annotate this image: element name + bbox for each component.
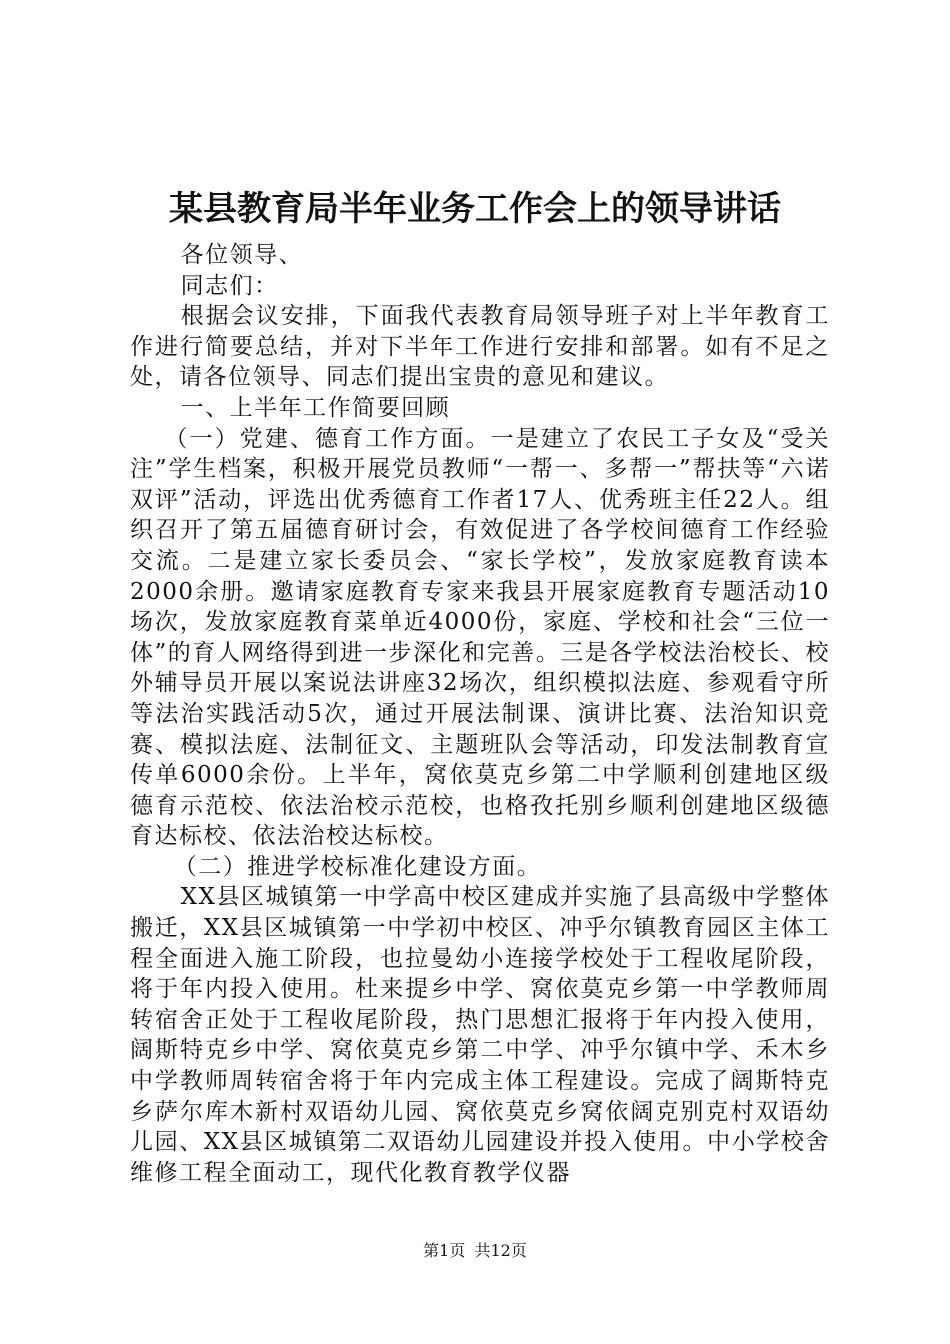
page-total: 共12页 (474, 1241, 527, 1260)
salutation-line-1: 各位领导、 (180, 242, 304, 268)
page-number: 第1页 (423, 1241, 466, 1260)
document-body (130, 240, 830, 1188)
page-footer (0, 1241, 950, 1261)
subsection-paragraph-1: （一）党建、德育工作方面。一是建立了农民工子女及“受关注”学生档案，积极开展党员教师“一帮一、多帮一”帮扶等“六诺双评”活动，评选出优秀德育工作者17人、优秀班主任22人。组织召开了第五届德育研讨会，有效促进了各学校间德育工作经验交流。二是建立家长委员会、“家长学校”，发放家庭教育读本2000余册。邀请家庭教育专家来我县开展家庭教育专题活动10场次，发放家庭教育菜单近4000份，家庭、学校和社会“三位一体”的育人网络得到进一步深化和完善。三是各学校法治校长、校外辅导员开展以案说法讲座32场次，组织模拟法庭、参观看守所等法治实践活动5次，通过开展法制课、演讲比赛、法治知识竞赛、模拟法庭、法制征文、主题班队会等活动，印发法制教育宣传单6000余份。上半年，窝依莫克乡第二中学顺利创建地区级德育示范校、依法治校示范校，也格孜托别乡顺利创建地区级德育达标校、依法治校达标校。 (130, 425, 830, 850)
section-heading-1: 一、上半年工作简要回顾 (180, 394, 451, 421)
subsection-heading-2: （二）推进学校标准化建设方面。 (173, 853, 542, 880)
document-title: 某县教育局半年业务工作会上的领导讲话 (169, 189, 781, 229)
intro-paragraph: 根据会议安排，下面我代表教育局领导班子对上半年教育工作进行简要总结，并对下半年工作进行安排和部署。如有不足之处，请各位领导、同志们提出宝贵的意见和建议。 (130, 303, 830, 391)
subsection-paragraph-2: XX县区城镇第一中学高中校区建成并实施了县高级中学整体搬迁，XX县区城镇第一中学初中校区、冲乎尔镇教育园区主体工程全面进入施工阶段，也拉曼幼小连接学校处于工程收尾阶段，将于年内投入使用。杜来提乡中学、窝依莫克乡第一中学教师周转宿舍正处于工程收尾阶段，热门思想汇报将于年内投入使用，阔斯特克乡中学、窝依莫克乡第二中学、冲乎尔镇中学、禾木乡中学教师周转宿舍将于年内完成主体工程建设。完成了阔斯特克乡萨尔库木新村双语幼儿园、窝依莫克乡窝依阔克别克村双语幼儿园、XX县区城镇第二双语幼儿园建设并投入使用。中小学校舍维修工程全面动工，现代化教育教学仪器 (130, 884, 830, 1186)
salutation-line-2: 同志们： (180, 272, 279, 299)
